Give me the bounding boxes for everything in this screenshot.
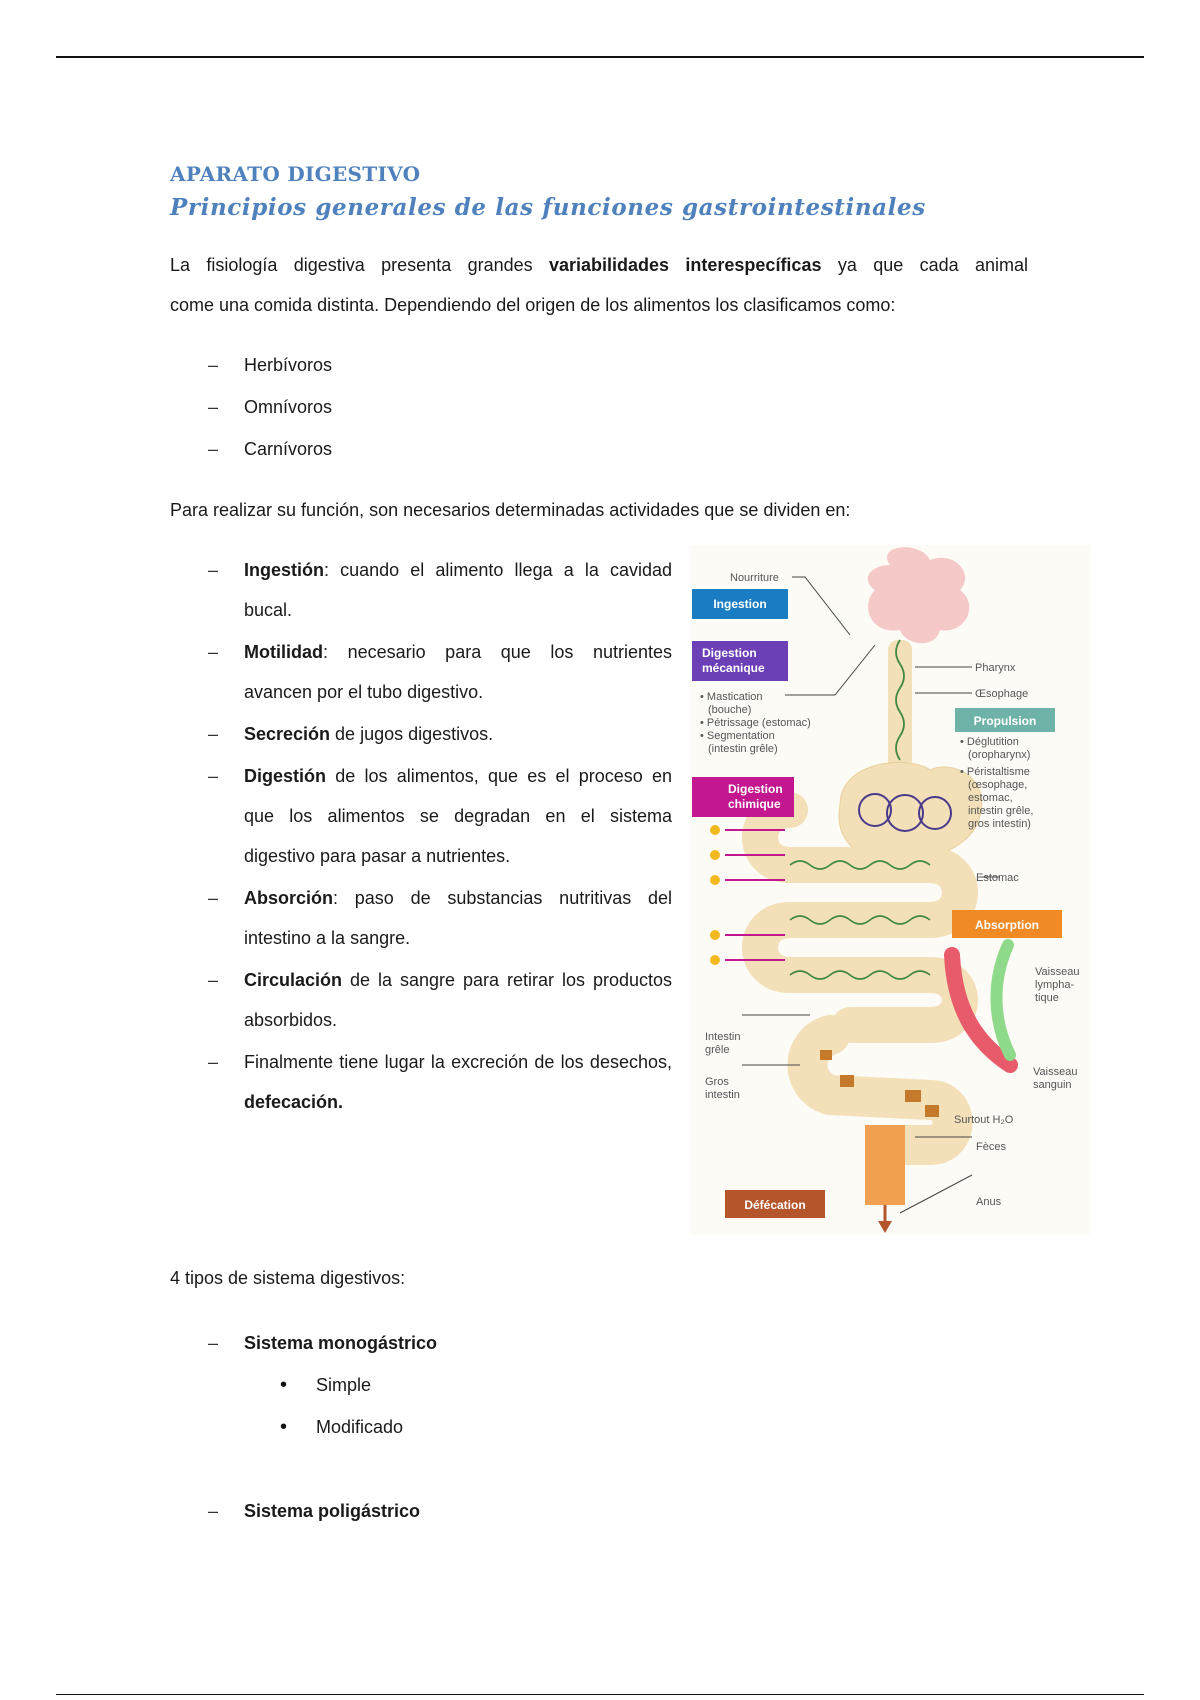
page-heading: APARATO DIGESTIVO [170,162,421,186]
oesophagus-shape [888,640,912,770]
intro-bold: variabilidades interespecíficas [548,255,822,275]
diet-list [170,344,332,470]
digestion-chimique-label-2: chimique [728,797,781,811]
label-vaisseau-lymph-1: Vaisseau [1035,966,1080,978]
label-segmentation-1: • Segmentation [700,730,775,742]
list-item: • Simple [170,1364,403,1406]
label-intestin-grele-2: grêle [705,1044,730,1056]
list-item: – Finalmente tiene lugar la excreción de los desechos, defecación. [170,1042,672,1122]
feces-mark [840,1075,854,1087]
label-vaisseau-sang-1: Vaisseau [1033,1066,1078,1078]
label-vaisseau-sang-2: sanguin [1033,1079,1072,1091]
feces-mark [820,1050,832,1060]
digestion-chimique-label-1: Digestion [728,782,783,796]
digestion-mecanique-label-1: Digestion [702,646,757,660]
intro-line-1: La fisiología digestiva presenta grandes variabilidades interespecíficas ya que cada animal [170,255,1029,275]
label-mastication-1: • Mastication [700,691,763,703]
label-mastication-2: (bouche) [708,704,752,716]
propulsion-label: Propulsion [973,714,1037,728]
label-deglutition-2: (oropharynx) [968,749,1031,761]
rectum-shape [865,1125,905,1205]
label-vaisseau-lymph-2: lympha- [1035,979,1075,991]
list-item: – Sistema monogástrico [170,1322,437,1364]
list-item: – Herbívoros [170,344,332,386]
label-peristaltisme-5: gros intestin) [968,818,1031,830]
label-anus: Anus [976,1196,1002,1208]
mono-subtypes-list [170,1364,403,1448]
ingestion-label: Ingestion [713,597,767,611]
label-pharynx: Pharynx [975,662,1016,674]
digestion-mecanique-label-2: mécanique [702,661,765,675]
label-surtout-h2o: Surtout H₂O [954,1114,1014,1126]
list-item: • Modificado [170,1406,403,1448]
label-vaisseau-lymph-3: tique [1035,992,1059,1004]
systems-list-poly [170,1490,420,1532]
page-subheading: Principios generales de las funciones gastrointestinales [170,194,926,221]
list-item: – Circulación de la sangre para retirar los productos absorbidos. [170,960,672,1040]
feces-mark [905,1090,921,1102]
label-gros-intestin-2: intestin [705,1089,740,1101]
list-item: – Motilidad: necesario para que los nutrientes avancen por el tubo digestivo. [170,632,672,712]
label-oesophage: Œsophage [975,688,1029,700]
list-item: – Ingestión: cuando el alimento llega a la cavidad bucal. [170,550,672,630]
list-item: – Sistema poligástrico [170,1490,420,1532]
label-gros-intestin-1: Gros [705,1076,729,1088]
list-item: – Absorción: paso de substancias nutritivas del intestino a la sangre. [170,878,672,958]
label-nourriture: Nourriture [730,572,779,584]
activities-list [170,550,672,1124]
bottom-rule [56,1694,1144,1695]
label-estomac: Estomac [976,872,1019,884]
label-peristaltisme-1: • Péristaltisme [960,766,1030,778]
digestive-system-diagram [690,545,1090,1235]
label-deglutition-1: • Déglutition [960,736,1019,748]
systems-list-mono [170,1322,437,1364]
label-segmentation-2: (intestin grêle) [708,743,778,755]
label-intestin-grele-1: Intestin [705,1031,741,1043]
feces-mark [925,1105,939,1117]
label-peristaltisme-2: (œsophage, [968,779,1028,791]
absorption-label: Absorption [975,918,1039,932]
defecation-label: Défécation [744,1198,806,1212]
systems-intro: 4 tipos de sistema digestivos: [170,1268,406,1288]
activities-intro: Para realizar su función, son necesarios determinadas actividades que se dividen en: [170,500,851,520]
label-feces: Fèces [976,1141,1006,1153]
list-item: – Omnívoros [170,386,332,428]
label-peristaltisme-4: intestin grêle, [968,805,1034,817]
intro-line-2: come una comida distinta. Dependiendo del origen de los alimentos los clasificamos como: [170,295,896,315]
list-item: – Digestión de los alimentos, que es el proceso en que los alimentos se degradan en el sistema digestivo para pasar a nutrientes. [170,756,672,876]
list-item: – Carnívoros [170,428,332,470]
list-item: – Secreción de jugos digestivos. [170,714,672,754]
label-peristaltisme-3: estomac, [968,792,1013,804]
top-rule [56,56,1144,58]
label-petrissage: • Pétrissage (estomac) [700,717,811,729]
